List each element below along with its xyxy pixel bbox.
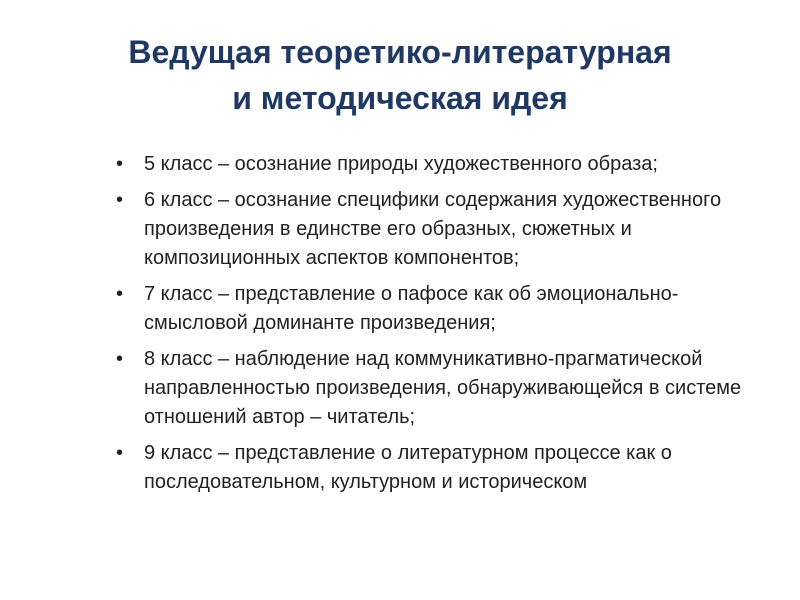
bullet-text: 7 класс – представление о пафосе как об эмоционально-смысловой доминанте произведения;	[144, 283, 679, 334]
bullet-item-grade-7	[116, 280, 756, 338]
bullet-list	[116, 150, 756, 504]
bullet-text: 9 класс – представление о литературном процессе как о последовательном, культурном и историческом	[144, 442, 672, 493]
bullet-item-grade-5	[116, 150, 756, 179]
bullet-item-grade-9	[116, 439, 756, 497]
bullet-text: 8 класс – наблюдение над коммуникативно-прагматической направленностью произведения, обнаруживающейся в системе отношений автор – читатель;	[144, 348, 742, 428]
title-line-1: Ведущая теоретико-литературная	[128, 34, 672, 70]
bullet-text: 6 класс – осознание специфики содержания художественного произведения в единстве его образных, сюжетных и композиционных аспектов компонентов;	[144, 189, 722, 269]
bullet-item-grade-8	[116, 345, 756, 432]
bullet-text: 5 класс – осознание природы художественного образа;	[144, 153, 658, 175]
bullet-icon: •	[116, 442, 124, 464]
bullet-icon: •	[116, 283, 124, 305]
bullet-icon: •	[116, 189, 124, 211]
slide-title	[0, 29, 800, 121]
bullet-icon: •	[116, 153, 124, 175]
bullet-icon: •	[116, 348, 124, 370]
title-line-2: и методическая идея	[232, 80, 568, 116]
bullet-item-grade-6	[116, 186, 756, 273]
